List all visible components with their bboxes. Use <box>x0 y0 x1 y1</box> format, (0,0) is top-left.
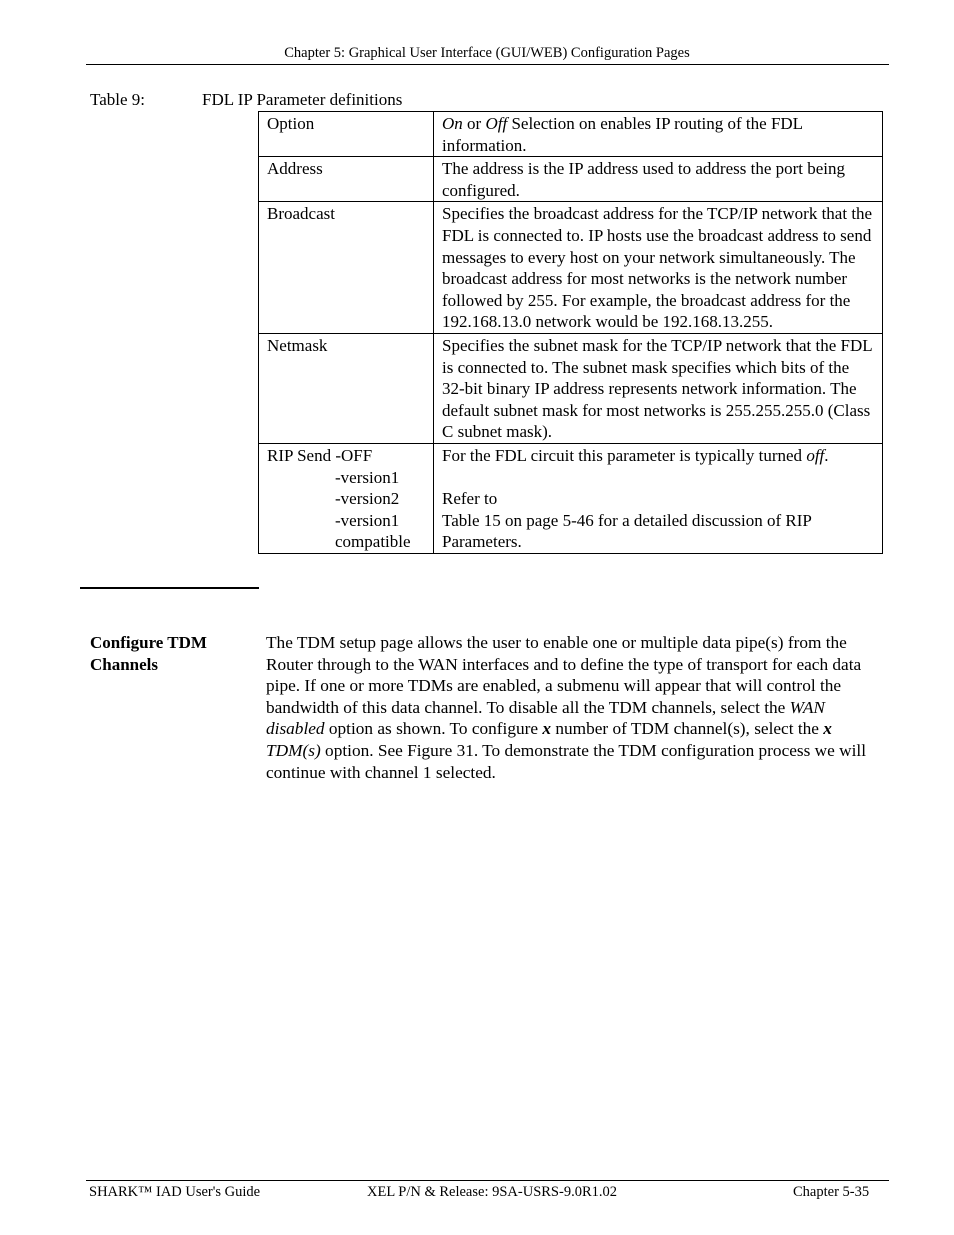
option-cell <box>259 443 434 553</box>
rip-description <box>442 445 874 467</box>
section-heading-line: Configure TDM <box>90 633 207 652</box>
description-cell: Specifies the subnet mask for the TCP/IP network that the FDL is connected to. The subnet mask specifies which bits of the 32-bit binary IP address represents network information. The default subnet mask for most networks is 255.255.255.0 (Class C subnet mask). <box>434 333 883 443</box>
table-title: FDL IP Parameter definitions <box>202 90 403 109</box>
page-header: Chapter 5: Graphical User Interface (GUI/WEB) Configuration Pages <box>284 45 690 61</box>
footer-rule <box>86 1180 889 1181</box>
table-row <box>259 333 883 443</box>
rip-send-label: RIP Send -OFF <box>267 445 373 465</box>
refer-to-text: Refer to <box>442 489 498 509</box>
table-row <box>259 443 883 553</box>
tdm-term: TDM(s) <box>266 740 321 760</box>
fdl-ip-parameter-table <box>258 111 883 554</box>
table-label: Table 9: <box>90 90 145 109</box>
rip-version-item: -version1 <box>335 510 400 530</box>
option-cell: Broadcast <box>259 202 434 334</box>
header-rule <box>86 64 889 65</box>
description-cell: The address is the IP address used to address the port being configured. <box>434 157 883 202</box>
on-term: On <box>442 114 463 133</box>
rip-version-item: -version2 <box>335 489 400 509</box>
off-term: off <box>806 445 825 465</box>
table-row <box>259 202 883 334</box>
body-text: The TDM setup page allows the user to enable one or multiple data pipe(s) from the Router through to the WAN interfaces and to define the type of transport for each data pipe. If one or more TDMs are enabled, a submenu will appear that will control the bandwidth of this data channel. To disable all the TDM channels, select the <box>266 633 862 717</box>
table-row <box>259 112 883 157</box>
description-cell <box>434 443 883 553</box>
body-text: option as shown. To configure <box>324 719 543 739</box>
section-body <box>266 632 878 783</box>
body-text: option. See Figure 31. To demonstrate the TDM configuration process we will continue with channel 1 selected. <box>266 740 867 782</box>
footer-guide-title: SHARK™ IAD User's Guide <box>89 1184 261 1200</box>
body-text: number of TDM channel(s), select the <box>551 719 824 739</box>
or-text: or <box>462 114 486 133</box>
option-cell: Netmask <box>259 333 434 443</box>
footer-release: XEL P/N & Release: 9SA-USRS-9.0R1.02 <box>367 1184 617 1200</box>
table-row <box>259 157 883 202</box>
refer-detail-link[interactable]: Table 15 on page 5-46 for a detailed discussion of RIP Parameters. <box>442 510 812 552</box>
rip-description-text: For the FDL circuit this parameter is typically turned <box>442 445 807 465</box>
wan-disabled-term: WAN disabled <box>266 697 825 739</box>
option-description: Selection on enables IP routing of the FDL information. <box>442 114 803 155</box>
off-term: Off <box>485 114 508 133</box>
section-heading-line: Channels <box>90 655 159 674</box>
rip-version-item: -version1 <box>335 467 400 487</box>
option-cell: Option <box>259 112 434 157</box>
period: . <box>824 445 829 465</box>
description-cell <box>434 112 883 157</box>
x-variable: x <box>542 719 552 739</box>
section-heading <box>90 632 250 676</box>
rip-version-list <box>267 467 425 553</box>
footer-page-number: Chapter 5-35 <box>793 1184 870 1200</box>
rip-version-item: compatible <box>335 532 411 552</box>
description-cell: Specifies the broadcast address for the TCP/IP network that the FDL is connected to. IP hosts use the broadcast address to send messages to every host on your network simultaneously. The broadcast address for most networks is the network number followed by 255. For example, the broadcast address for the 192.168.13.0 network would be 192.168.13.255. <box>434 202 883 334</box>
x-variable: x <box>823 719 832 739</box>
table-rule <box>80 587 259 589</box>
option-cell: Address <box>259 157 434 202</box>
